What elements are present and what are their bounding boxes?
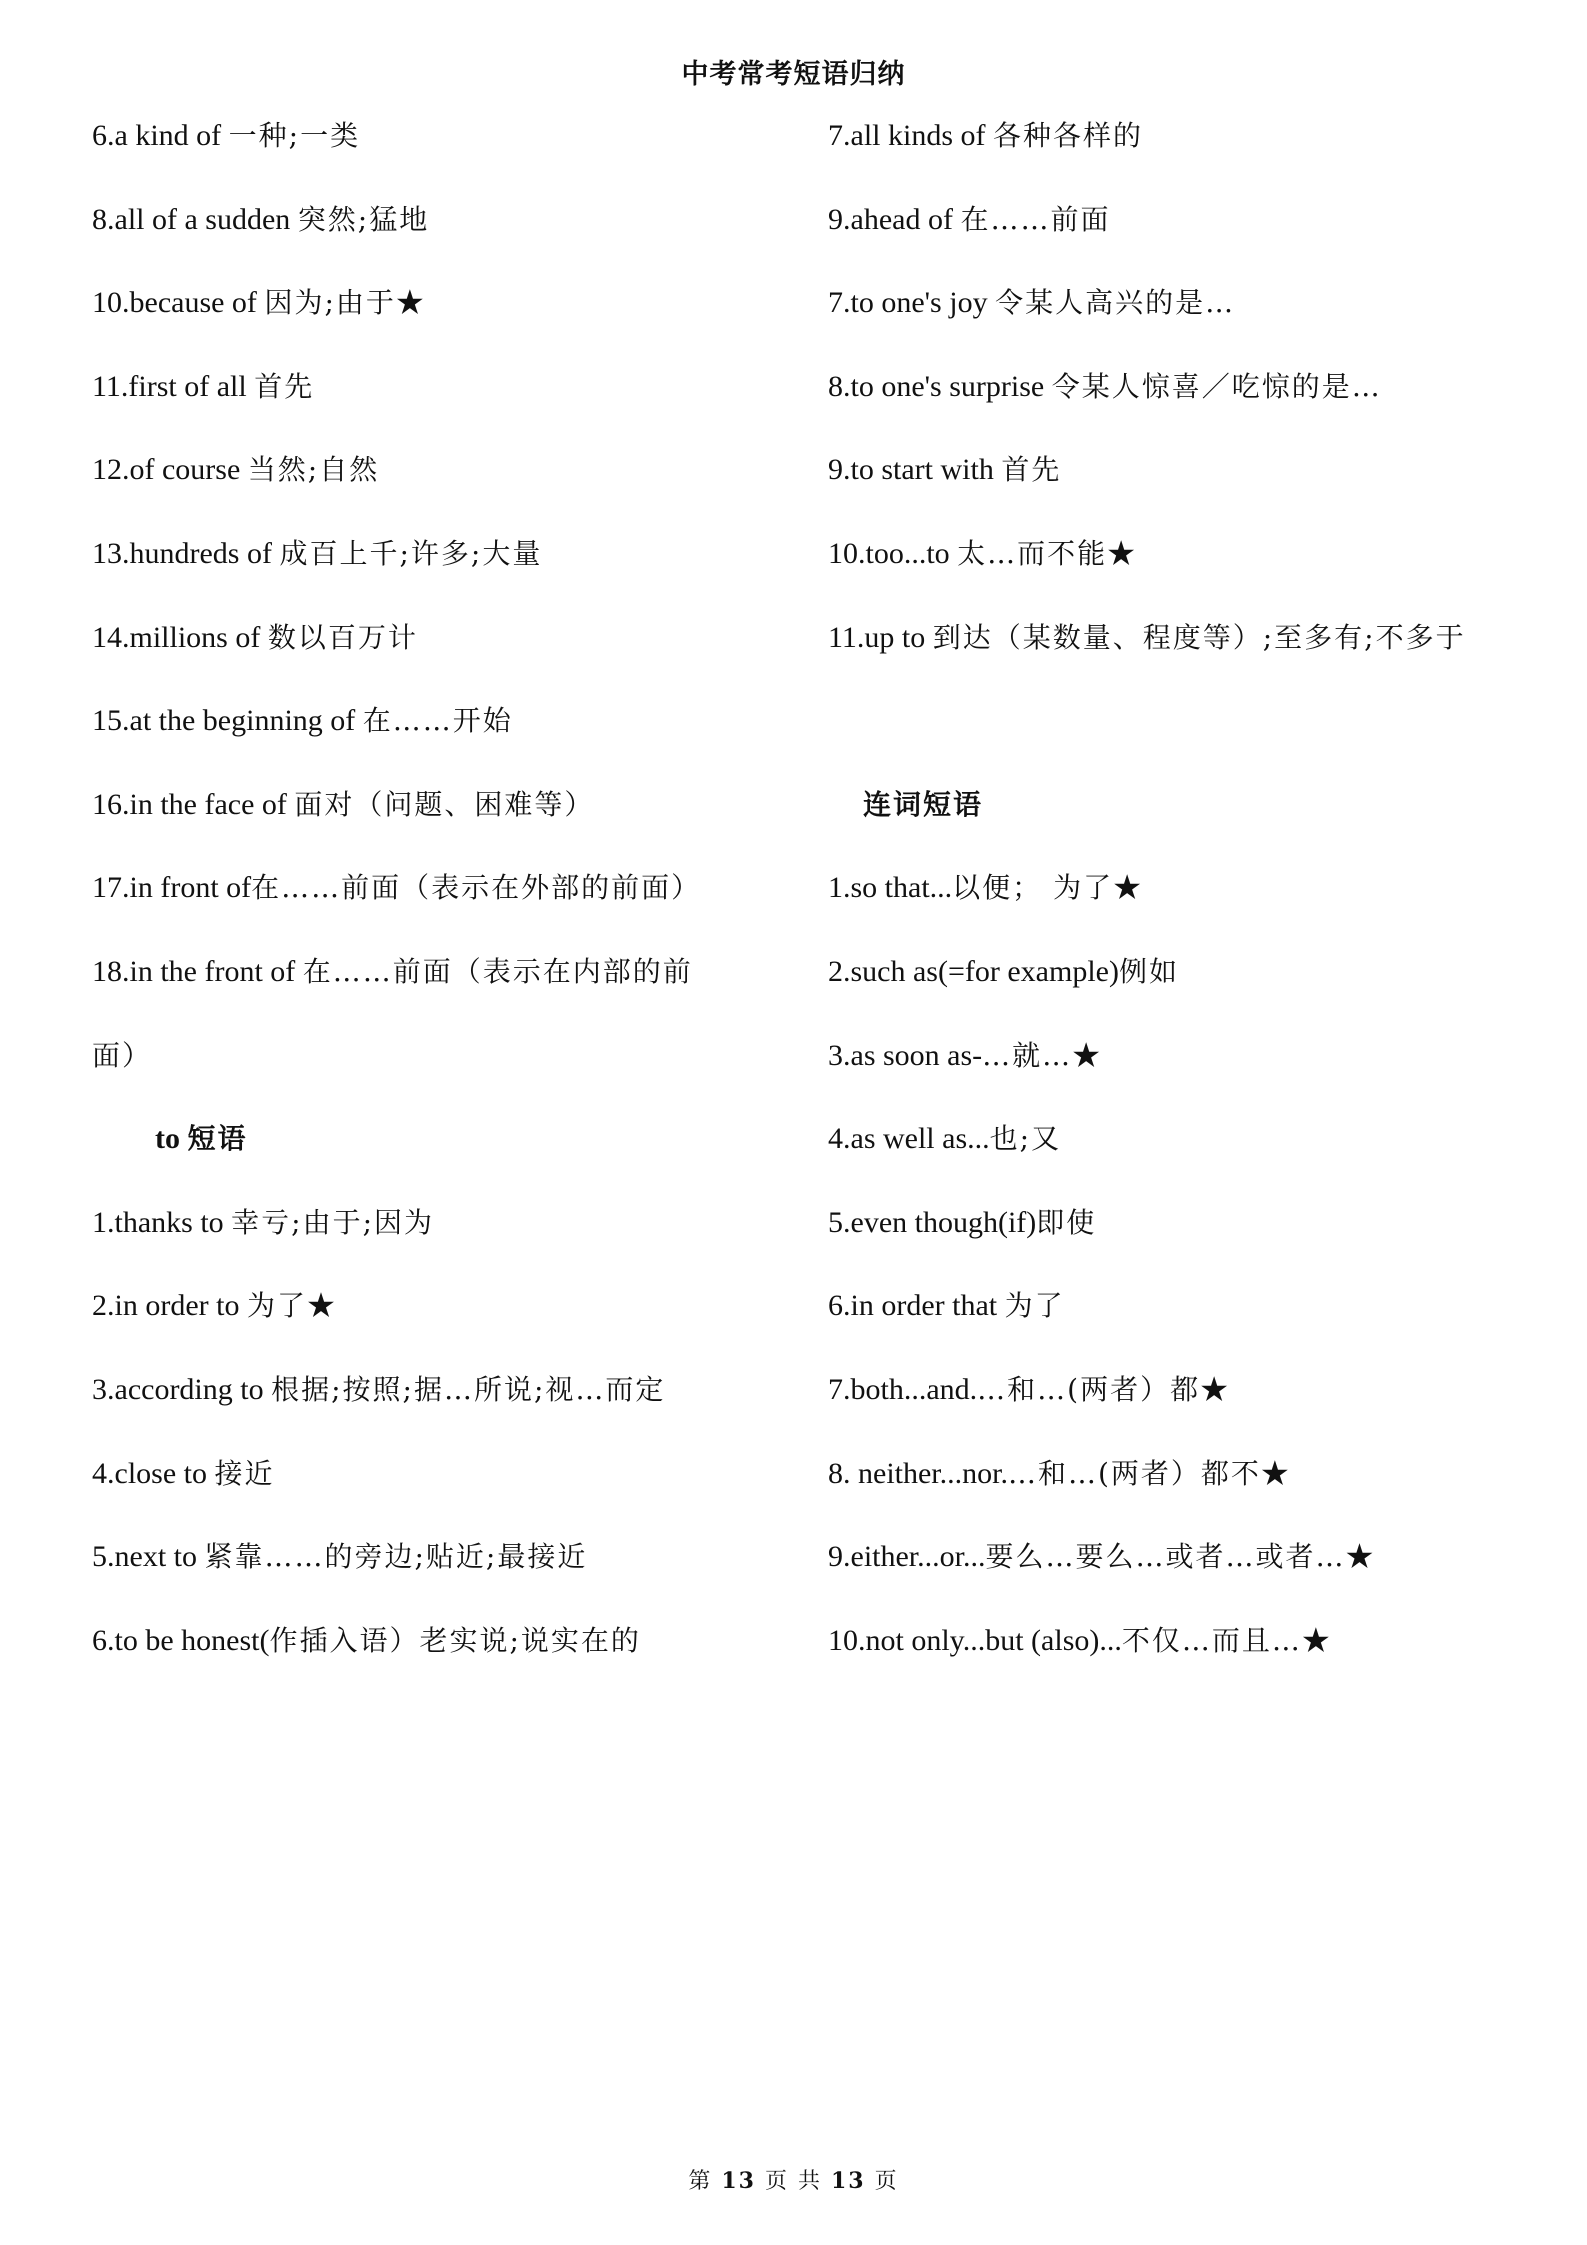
phrase-english: 6.in order that (828, 1289, 1005, 1323)
phrase-chinese: 在……开始 (362, 704, 513, 738)
phrase-line (828, 946, 1548, 1030)
phrase-english: 17.in front of (92, 871, 252, 905)
left-column (92, 110, 752, 1698)
section-heading-english: to (155, 1122, 188, 1156)
phrase-english: 6.a kind of (92, 119, 229, 152)
phrase-line (92, 361, 752, 445)
phrase-chinese: 面对（问题、困难等） (294, 787, 595, 821)
phrase-english: 4.close to (92, 1456, 215, 1490)
phrase-chinese: …和…(两者）都★ (977, 1372, 1231, 1406)
phrase-line (828, 1448, 1548, 1532)
phrase-chinese: 令某人惊喜／吃惊的是… (1051, 369, 1382, 403)
phrase-line (828, 1364, 1548, 1448)
right-column (828, 110, 1548, 1698)
footer-suffix: 页 (874, 2169, 899, 2194)
phrase-line (828, 194, 1548, 278)
total-page-number: 13 (831, 2168, 866, 2194)
phrase-chinese: 即使 (1036, 1205, 1097, 1239)
phrase-chinese: 各种各样的 (993, 119, 1144, 152)
phrase-chinese: 不仅…而且…★ (1121, 1623, 1332, 1657)
phrase-chinese: 也;又 (989, 1122, 1062, 1156)
phrase-english: 15.at the beginning of (92, 704, 363, 738)
phrase-english: 7.all kinds of (828, 119, 993, 152)
phrase-chinese: 例如 (1118, 954, 1179, 988)
phrase-chinese: 一种;一类 (228, 119, 361, 152)
phrase-chinese: 在……前面（表示在内部的前 (302, 954, 693, 988)
phrase-chinese: 要么…要么…或者…或者…★ (985, 1540, 1376, 1574)
phrase-chinese: 太…而不能★ (957, 536, 1138, 570)
phrase-chinese: 在……前面 (960, 202, 1111, 236)
phrase-chinese: 首先 (254, 369, 315, 403)
phrase-english: 3.according to (92, 1372, 272, 1406)
page-footer (0, 2164, 1587, 2195)
phrase-line (92, 612, 752, 696)
phrase-line (92, 444, 752, 528)
phrase-english: 10.not only...but (also)... (828, 1623, 1122, 1657)
phrase-chinese: 成百上千;许多;大量 (279, 536, 543, 570)
phrase-english: 4.as well as... (828, 1122, 990, 1156)
page-title: 中考常考短语归纳 (681, 59, 906, 90)
phrase-line (828, 612, 1548, 696)
phrase-english: 16.in the face of (92, 787, 295, 821)
phrase-chinese: 首先 (1001, 453, 1062, 487)
phrase-line (828, 1030, 1548, 1114)
phrase-english: 8. neither...nor. (828, 1456, 1008, 1490)
phrase-line (92, 277, 752, 361)
phrase-line (92, 1197, 752, 1281)
phrase-line (828, 1615, 1548, 1699)
phrase-chinese: 突然;猛地 (297, 202, 430, 236)
phrase-line (92, 1364, 752, 1448)
phrase-chinese: 到达（某数量、程度等）;至多有;不多于 (932, 620, 1466, 654)
phrase-chinese: 以便； 为了★ (952, 871, 1144, 905)
phrase-line (828, 1113, 1548, 1197)
phrase-english: 10.too...to (828, 536, 958, 570)
phrase-line (92, 1448, 752, 1532)
phrase-line (92, 779, 752, 863)
phrase-english: 12.of course (92, 453, 248, 487)
phrase-english: 7.both...and. (828, 1372, 978, 1406)
phrase-english: 3.as soon as- (828, 1038, 983, 1072)
phrase-english: 2.in order to (92, 1289, 247, 1323)
phrase-line (828, 110, 1548, 194)
section-heading-chinese: 连词短语 (863, 787, 984, 821)
phrase-english: 8.all of a sudden (92, 202, 298, 236)
phrase-english: 7.to one's joy (828, 286, 996, 320)
phrase-line (828, 1197, 1548, 1281)
footer-prefix: 第 (688, 2169, 713, 2194)
phrase-chinese: …和…(两者）都不★ (1007, 1456, 1291, 1490)
phrase-chinese: 因为;由于★ (264, 286, 426, 320)
phrase-chinese: 为了★ (246, 1289, 337, 1323)
section-heading-chinese: 短语 (187, 1122, 248, 1156)
phrase-chinese: 为了 (1004, 1289, 1065, 1323)
current-page-number: 13 (721, 2168, 756, 2194)
spacer (828, 695, 1548, 779)
phrase-english: 9.either...or... (828, 1540, 986, 1574)
phrase-line (92, 946, 752, 1030)
footer-middle: 页 共 (765, 2169, 822, 2194)
phrase-chinese: …就…★ (982, 1038, 1103, 1072)
phrase-english: 11.first of all (92, 369, 255, 403)
phrase-english: 5.even though(if) (828, 1205, 1037, 1239)
phrase-chinese: 面） (92, 1038, 153, 1072)
section-heading-to-phrases (92, 1113, 752, 1197)
phrase-english: 1.thanks to (92, 1205, 232, 1239)
phrase-english: 5.next to (92, 1540, 205, 1574)
phrase-line (828, 862, 1548, 946)
phrase-line (92, 862, 752, 946)
phrase-line (828, 277, 1548, 361)
phrase-line (92, 695, 752, 779)
phrase-chinese: 在……前面（表示在外部的前面） (251, 871, 702, 905)
phrase-line (828, 1280, 1548, 1364)
phrase-chinese: 作插入语）老实说;说实在的 (269, 1623, 641, 1657)
phrase-line (92, 1280, 752, 1364)
phrase-english: 8.to one's surprise (828, 369, 1052, 403)
phrase-english: 9.ahead of (828, 202, 961, 236)
phrase-chinese: 当然;自然 (247, 453, 380, 487)
phrase-english: 6.to be honest( (92, 1623, 270, 1657)
phrase-english: 14.millions of (92, 620, 268, 654)
phrase-line (92, 1615, 752, 1699)
phrase-english: 1.so that... (828, 871, 953, 905)
phrase-chinese: 紧靠……的旁边;贴近;最接近 (204, 1540, 588, 1574)
phrase-english: 13.hundreds of (92, 536, 280, 570)
phrase-line-continuation (92, 1030, 752, 1114)
phrase-english: 2.such as(=for example) (828, 954, 1119, 988)
phrase-chinese: 数以百万计 (267, 620, 418, 654)
phrase-line (828, 1531, 1548, 1615)
phrase-english: 18.in the front of (92, 954, 303, 988)
phrase-chinese: 幸亏;由于;因为 (231, 1205, 435, 1239)
phrase-line (92, 528, 752, 612)
phrase-english: 11.up to (828, 620, 933, 654)
phrase-line (92, 110, 752, 194)
phrase-english: 9.to start with (828, 453, 1002, 487)
phrase-line (828, 528, 1548, 612)
phrase-line (92, 1531, 752, 1615)
phrase-chinese: 根据;按照;据…所说;视…而定 (271, 1372, 666, 1406)
phrase-english: 10.because of (92, 286, 265, 320)
section-heading-conjunction-phrases (828, 779, 1548, 863)
phrase-line (92, 194, 752, 278)
phrase-chinese: 令某人高兴的是… (995, 286, 1236, 320)
phrase-line (828, 361, 1548, 445)
phrase-chinese: 接近 (214, 1456, 275, 1490)
phrase-line (828, 444, 1548, 528)
